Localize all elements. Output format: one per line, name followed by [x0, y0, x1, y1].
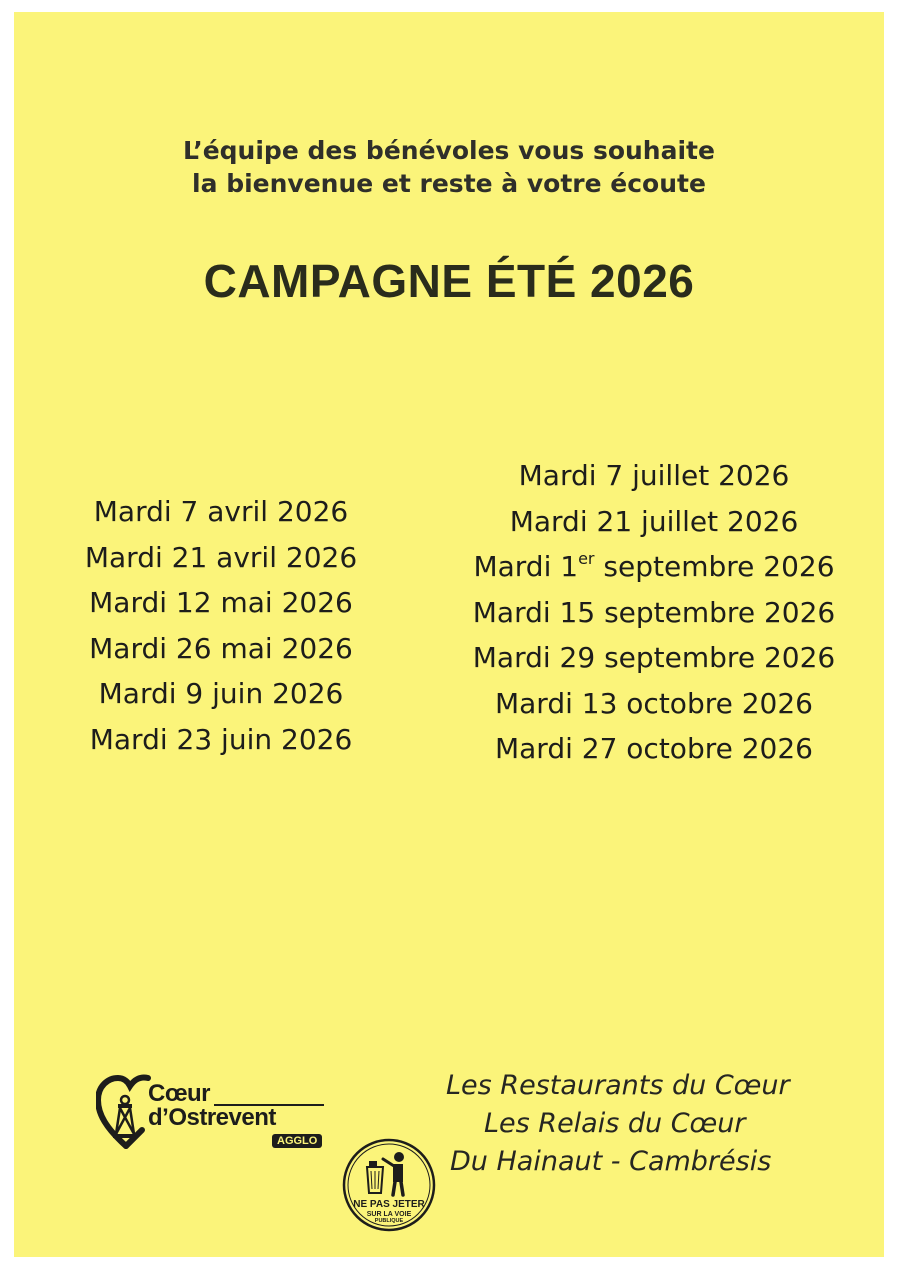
date-item: Mardi 23 juin 2026 [89, 722, 353, 756]
logo-text-coeur: Cœur [148, 1080, 210, 1107]
coeur-ostrevent-logo [96, 1062, 326, 1157]
heart-mine-tower-icon [96, 1062, 156, 1152]
logo-tag-agglo: AGGLO [272, 1134, 322, 1148]
badge-text-line-2: SUR LA VOIE [366, 1211, 412, 1218]
date-item: Mardi 9 juin 2026 [98, 677, 344, 710]
campaign-title: CAMPAGNE ÉTÉ 2026 [203, 255, 695, 307]
ordinal-superscript: er [578, 549, 595, 568]
date-suffix: septembre 2026 [594, 550, 835, 583]
date-item: Mardi 12 mai 2026 [89, 586, 353, 619]
flyer-page [14, 12, 884, 1257]
dates-left-column [70, 489, 372, 762]
date-item-first-september [454, 544, 854, 590]
date-item: Mardi 29 septembre 2026 [472, 641, 836, 674]
date-item: Mardi 13 octobre 2026 [494, 686, 813, 720]
date-item: Mardi 21 juillet 2026 [509, 504, 799, 538]
date-item: Mardi 27 octobre 2026 [494, 732, 813, 765]
welcome-line-1: L’équipe des bénévoles vous souhaite [183, 136, 715, 165]
org-line-restaurants: Les Restaurants du Cœur [446, 1070, 790, 1101]
date-item: Mardi 21 avril 2026 [84, 540, 358, 574]
welcome-message [14, 134, 884, 200]
org-line-relais: Les Relais du Cœur [484, 1108, 746, 1139]
welcome-line-2: la bienvenue et reste à votre écoute [192, 169, 706, 198]
date-item: Mardi 26 mai 2026 [89, 631, 353, 665]
badge-text-line-1: NE PAS JETER [353, 1199, 425, 1210]
badge-text-line-3: PUBLIQUE [374, 1218, 404, 1224]
date-item: Mardi 15 septembre 2026 [472, 595, 836, 629]
date-prefix: Mardi 1 [473, 550, 579, 583]
date-item: Mardi 7 avril 2026 [93, 495, 349, 528]
org-line-region: Du Hainaut - Cambrésis [450, 1146, 772, 1177]
date-item: Mardi 7 juillet 2026 [518, 459, 790, 492]
dates-right-column [454, 453, 854, 772]
logo-text-ostrevent: d’Ostrevent [148, 1104, 276, 1131]
organization-block [420, 1067, 800, 1181]
